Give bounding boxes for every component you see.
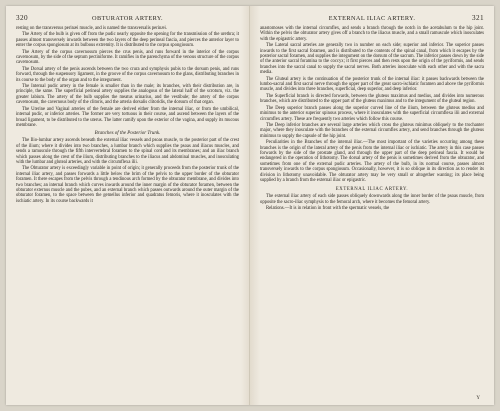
paragraph: The Internal pudic artery in the female is smaller than in the male; its branches, with their distribution are, in principle, the same. The superficial perineal artery supplies the analogous of the lateral half of the scrotum, viz. the greater labium. The artery of the bulb supplies the meatus urinarius, and the vestibule; the artery of the corpus cavernosum, the cavernous body of the clitoris, and the arteria dorsalis clitoridis, the dorsum of that organ.	[16, 84, 239, 106]
paragraph: The Uterine and Vaginal arteries of the female are derived either from the internal iliac, or from the umbilical, internal pudic, or inferior arteries. The former are very tortuous in their course, and ascend between the layers of the broad ligament, to be distributed to the uterus. The latter ramify upon the exterior of the vagina, and supply its mucous membrane.	[16, 106, 239, 128]
paragraph: The Lateral sacral arteries are generally two in number on each side; superior and inferior. The superior passes inwards to the first sacral foramen, and is distributed to the contents of the spinal canal, from which it escapes by the posterior sacral foramen, and supplies the integument on the dorsum of the sacrum. The inferior passes down by the side of the anterior sacral foramina to the coccyx; it first pierces and then rests upon the origin of the pyriformis, and sends branches into the sacral canal to supply the sacral nerves. Both arteries inosculate with each other and with the sacra media.	[260, 43, 484, 76]
paragraph: The external iliac artery of each side passes obliquely downwards along the inner border of the psoas muscle, from opposite the sacro-iliac symphysis to the femoral arch, where it becomes the femoral artery.	[260, 194, 484, 205]
printer-signature: Y	[476, 396, 480, 401]
paragraph: The Deep inferior branches are several large arteries which cross the gluteus minimus obliquely to the trochanter major, where they inosculate with the branches of the external circumflex artery, and send branches through the gluteus minimus to supply the capsule of the hip joint.	[260, 122, 484, 139]
paragraph: The Dorsal artery of the penis ascends between the two crura and symphysis pubis to the dorsum penis, and runs forward, through the suspensory ligament, in the groove of the corpus cavernosum to the glans, distributing branches in its course to the body of the organ and to the integument.	[16, 66, 239, 83]
page-number: 321	[472, 14, 484, 22]
paragraph: The Gluteal artery is the continuation of the posterior trunk of the internal iliac: it passes backwards between the lumbo-sacral and first sacral nerve through the upper part of the great sacro-ischiatic foramen and above the pyriformis muscle, and divides into three branches, superficial, deep superior, and deep inferior.	[260, 76, 484, 93]
running-head	[260, 14, 484, 22]
paragraph: The Superficial branch is directed forwards, between the gluteus maximus and medius, and divides into numerous branches, which are distributed to the upper part of the gluteus maximus and to the integument of the gluteal region.	[260, 93, 484, 105]
paragraph: Peculiarities in the Branches of the internal iliac.—The most important of the varieties occurring among these branches is the origin of the lateral artery of the penis from the internal iliac or ischiatic. The artery in this case passes forwards by the side of the prostate gland, and through the upper part of the deep perineal fascia. It would be endangered in the operation of lithotomy. The dorsal artery of the penis is sometimes derived from the obturator, and sometimes from one of the external pudic arteries. The artery of the bulb, in its normal course, passes almost transversely inwards to the corpus spongiosum. Occasionally, however, it is so oblique in its direction as to render its division in lithotomy unavoidable. The obturator artery may be very small or altogether wanting; its place being supplied by a branch from the external iliac or epigastric.	[260, 140, 484, 183]
body-text	[260, 26, 484, 212]
body-text	[16, 26, 239, 204]
right-page	[250, 6, 494, 405]
section-heading: Branches of the Posterior Trunk.	[94, 131, 161, 137]
paragraph: Relations.—It is in relation in front with the spermatic vessels, the	[266, 206, 390, 212]
paragraph: The Artery of the corpus cavernosum pierces the crus penis, and runs forward in the interior of the corpus cavernosum, by the side of the septum pectiniforme. It ramifies in the parenchyma of the venous structure of the corpus cavernosum.	[16, 49, 239, 66]
paragraph: The Artery of the bulb is given off from the pudic nearly opposite the opening for the transmission of the urethra; it passes almost transversely inwards between the two layers of the deep perineal fascia, and pierces the anterior layer to enter the corpus spongiosum at its bulbous extremity. It is distributed to the corpus spongiosum.	[16, 32, 239, 49]
paragraph: resting on the transversus perinæi muscle, and is named the transversalis perinæi.	[16, 26, 167, 31]
paragraph: The Obturator artery is exceedingly variable in point of origin; it generally proceeds from the posterior trunk of the internal iliac artery, and passes forwards a little below the brim of the pelvis to the upper border of the obturator foramen. It there escapes from the pelvis through a tendinous arch formed by the obturator membrane, and divides into two branches; an internal branch which curves inwards around the inner margin of the obturator foramen, between the obturator externus muscle and the pubes, and an external branch which passes outwards around the outer margin of the obturator foramen, to the space between the gemellus inferior and quadratus femoris, where it inosculates with the ischiatic artery. In its course backwards it	[16, 166, 239, 204]
running-title: EXTERNAL ILIAC ARTERY.	[328, 15, 416, 22]
running-head	[16, 14, 239, 22]
running-title: OBTURATOR ARTERY.	[92, 15, 163, 22]
paragraph: The Ilio-lumbar artery ascends beneath the external iliac vessels and psoas muscle, to the posterior part of the crest of the ilium; where it divides into two branches, a lumbar branch which supplies the psoas and iliacus muscles, and sends a ramuscule through the fifth intervertebral foramen to the spinal cord and its membranes; and an iliac branch which passes along the crest of the ilium, distributing branches to the iliacus and abdominal muscles, and inosculating with the lumbar and gluteal arteries, and with the circumflexa ilii.	[16, 138, 239, 165]
section-heading: EXTERNAL ILIAC ARTERY.	[335, 187, 409, 193]
paragraph: anastomoses with the internal circumflex, and sends a branch through the notch in the acetabulum to the hip joint. Within the pelvis the obturator artery gives off a branch to the iliacus muscle, and a small ramuscule which inosculates with the epigastric artery.	[260, 26, 484, 42]
left-page	[6, 6, 250, 405]
book-spread	[6, 6, 494, 405]
paragraph: The Deep superior branch passes along the superior curved line of the ilium, between the gluteus medius and minimus to the anterior superior spinous process, where it inosculates with the superficial circumflexa ilii and external circumflex artery. These are frequently two arteries which follow this course.	[260, 105, 484, 122]
page-number: 320	[16, 14, 28, 22]
